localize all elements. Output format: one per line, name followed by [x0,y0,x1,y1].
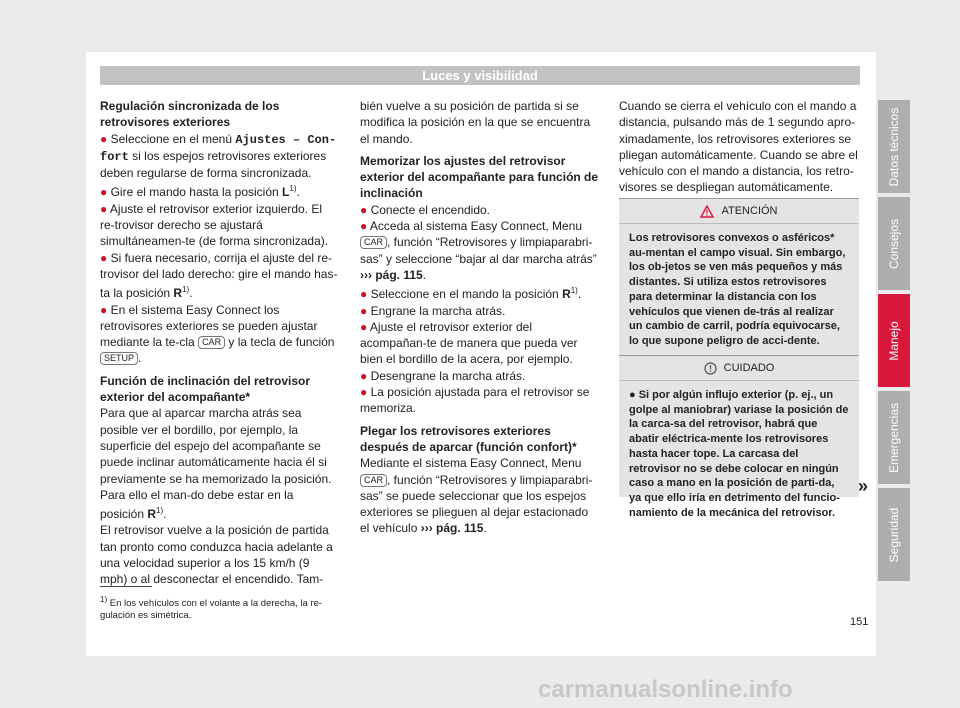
list-item: ● Seleccione en el menú Ajustes – Con-fort si los espejos retrovisores exteriores deben regularse de forma sincronizada. [100,131,337,181]
page-header: Luces y visibilidad [100,66,860,85]
list-item: ● Seleccione en el mando la posición $R^{1)}$. [360,286,582,302]
setup-key: SETUP [100,352,138,365]
list-item: ● Engrane la marcha atrás. [360,303,506,318]
car-key: CAR [360,236,387,249]
paragraph: El retrovisor vuelve a la posición de partida tan pronto como conduzca hacia adelante a una velocidad superior a los 15 km/h (9 mph) o al desconectar el encendido. Tam- [100,523,333,587]
paragraph: Cuando se cierra el vehículo con el mando a distancia, pulsando más de 1 segundo apro-ximadamente, los retrovisores exteriores se pliegan automáticamente. Cuando se abre el vehículo con el mando a distancia, los retro-visores se despliegan automáticamente. [619,99,858,195]
list-item: ● Si fuera necesario, corrija el ajuste del re-trovisor del lado derecho: gire el mando has-ta la posición $R^{1)}$. [100,250,338,301]
list-item: ● Ajuste el retrovisor exterior izquierdo. El re-trovisor derecho se ajustará simultáneamen-te (de forma sincronizada). [100,201,329,249]
car-key: CAR [198,336,225,349]
footnote-divider [100,586,152,587]
warning-box [619,198,859,370]
caution-box [619,355,859,519]
list-item: ● Desengrane la marcha atrás. [360,368,526,383]
list-item: ● Gire el mando hasta la posición $L^{1)}$. [100,184,300,200]
paragraph: bién vuelve a su posición de partida si se modifica la posición en la que se encuentra el mando. [360,99,591,146]
watermark: carmanualsonline.info [538,676,793,703]
column-3 [619,98,859,196]
column-2 [360,98,600,537]
info-icon [704,362,717,375]
continue-mark: » [858,476,869,496]
tab-consejos[interactable]: Consejos [878,197,910,290]
warning-title: ATENCIÓN [721,205,778,217]
column-1 [100,98,338,588]
tab-manejo[interactable]: Manejo [878,294,910,387]
page-number: 151 [850,616,869,628]
page-reference[interactable]: ››› pág. 115 [420,521,484,536]
car-key: CAR [360,474,387,487]
caution-title: CUIDADO [723,362,775,374]
caution-text: ● Si por algún influjo exterior (p. ej., un golpe al maniobrar) variase la posición de la carca-sa del retrovisor, habrá que abatir eléctrica-mente los retrovisores hasta hacer tope. La carcasa del retrovisor no se debe colocar en ningún caso a mano en la posición de parti-da, ya que ello iría en detrimento del funcio-namiento de la mecánica del retrovisor. [629,389,849,519]
list-item: ● La posición ajustada para el retrovisor se memoriza. [360,385,590,416]
tab-emergencias[interactable]: Emergencias [878,391,910,484]
list-item: ● Conecte el encendido. [360,202,491,217]
paragraph: Mediante el sistema Easy Connect, Menu CAR , función “Retrovisores y limpiaparabri-sas” se puede seleccionar que los espejos exteriores se plieguen al dejar estacionado el vehículo ››› pág. 115. [360,456,593,536]
warning-icon [700,205,714,218]
page-reference[interactable]: ››› pág. 115 [360,267,423,282]
section-heading: Memorizar los ajustes del retrovisor exterior del acompañante para función de inclinación [360,153,599,201]
footnote: $^{1)}$ En los vehículos con el volante a la derecha, la re-gulación es simétrica. [100,595,323,622]
section-heading: Plegar los retrovisores exteriores después de aparcar (función confort)* [360,423,577,454]
list-item: ● Acceda al sistema Easy Connect, Menu CAR , función “Retrovisores y limpiaparabri-sas” y seleccione “bajar al dar marcha atrás” ››› pág. 115. [360,219,597,282]
list-item: ● En el sistema Easy Connect los retrovisores exteriores se pueden ajustar mediante la te-cla CAR y la tecla de función SETUP . [100,302,335,366]
paragraph: Para que al aparcar marcha atrás sea posible ver el bordillo, por ejemplo, la superficie del espejo del acompañante se puede inclinar automáticamente hacia él si previamente se ha memorizado la posición. Para ello el man-do debe estar en la posición $R^{1)}$. [100,406,332,522]
warning-text: Los retrovisores convexos o asféricos* au-mentan el campo visual. Sin embargo, los ob-jetos se ven más pequeños y más distantes. Si utiliza estos retrovisores para determinar la distancia con los vehículos que vienen de-trás al realizar un cambio de carril, podría equivocarse, lo que supone peligro de acci-dente. [629,232,846,347]
list-item: ● Ajuste el retrovisor exterior del acompañan-te de manera que pueda ver bien el bordillo de la acera, por ejemplo. [360,319,578,367]
section-heading: Función de inclinación del retrovisor exterior del acompañante* [100,373,311,405]
section-heading: Regulación sincronizada de los retrovisores exteriores [100,99,280,130]
tab-seguridad[interactable]: Seguridad [878,488,910,581]
tab-datos-tecnicos[interactable]: Datos técnicos [878,100,910,193]
